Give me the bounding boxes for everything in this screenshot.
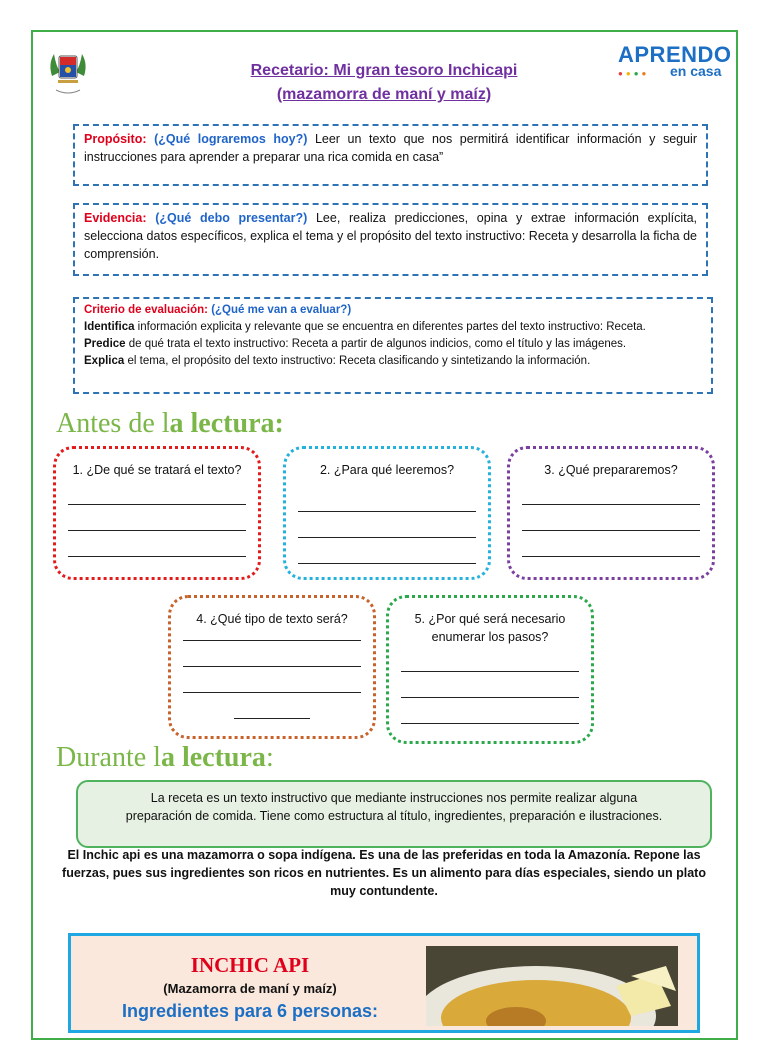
question-box-1 <box>53 446 261 580</box>
recipe-definition-text: La receta es un texto instructivo que mediante instrucciones nos permite realizar alguna preparación de comida. Tiene como estructura al título, ingredientes, preparación e ilustraciones. <box>125 791 663 823</box>
intro-paragraph: El Inchic api es una mazamorra o sopa indígena. Es una de las preferidas en toda la Amazonía. Repone las fuerzas, pues sus ingredientes son ricos en nutrientes. Es un alimento para días especiales, siendo un plato muy contundente. <box>62 848 706 898</box>
purpose-label: Propósito: <box>84 132 147 146</box>
recipe-definition-box <box>76 780 712 848</box>
answer-line[interactable] <box>183 682 361 693</box>
evidence-label: Evidencia: <box>84 211 147 225</box>
recipe-book-title: Recetario: Mi gran tesoro Inchicapi <box>250 62 518 79</box>
question-text: 1. ¿De qué se tratará el texto? <box>72 463 242 477</box>
question-box-3 <box>507 446 715 580</box>
evidence-box <box>73 203 708 276</box>
answer-line[interactable] <box>68 520 246 531</box>
answer-line[interactable] <box>234 708 310 719</box>
criteria-question: (¿Qué me van a evaluar?) <box>211 304 352 316</box>
criteria-label: Criterio de evaluación: <box>84 304 208 316</box>
answer-line[interactable] <box>522 520 700 531</box>
purpose-text: Leer un texto que nos permitirá identificar información y seguir instrucciones para aprender a preparar una rica comida en casa” <box>84 132 697 164</box>
logo-dots-icon: ●●●● <box>618 69 650 78</box>
aprendo-en-casa-logo <box>618 42 732 84</box>
answer-line[interactable] <box>183 656 361 667</box>
soup-bowl-image <box>426 946 678 1026</box>
recipe-subtitle: (Mazamorra de maní y maíz) <box>163 981 337 996</box>
answer-line[interactable] <box>298 501 476 512</box>
soup-photo <box>426 946 678 1026</box>
recipe-book-subtitle: (mazamorra de maní y maíz) <box>276 86 492 103</box>
recipe-title: INCHIC API <box>190 953 310 977</box>
answer-line[interactable] <box>298 527 476 538</box>
evidence-question: (¿Qué debo presentar?) <box>155 211 308 225</box>
logo-sub: en casa <box>670 63 722 79</box>
question-text: 4. ¿Qué tipo de texto será? <box>196 612 348 626</box>
answer-line[interactable] <box>401 661 579 672</box>
answer-line[interactable] <box>68 546 246 557</box>
purpose-question: (¿Qué lograremos hoy?) <box>154 132 308 146</box>
criteria-box <box>73 297 713 394</box>
before-reading-heading: Antes de la lectura: <box>56 408 284 439</box>
during-reading-heading: Durante la lectura: <box>56 742 274 773</box>
question-text: 3. ¿Qué prepararemos? <box>544 463 678 477</box>
question-text: 5. ¿Por qué será necesario enumerar los pasos? <box>414 612 566 644</box>
answer-line[interactable] <box>522 494 700 505</box>
question-text: 2. ¿Para qué leeremos? <box>319 463 455 477</box>
ingredients-heading: Ingredientes para 6 personas: <box>121 1001 379 1021</box>
purpose-box <box>73 124 708 186</box>
question-box-4 <box>168 595 376 739</box>
answer-line[interactable] <box>401 687 579 698</box>
criteria-item: Explica el tema, el propósito del texto instructivo: Receta clasificando y sintetizando la información. <box>84 355 591 367</box>
evidence-text: Lee, realiza predicciones, opina y extrae información explícita, selecciona datos específicos, explica el tema y el propósito del texto instructivo: Receta y desarrolla la ficha de comprensión. <box>84 211 697 261</box>
question-box-5 <box>386 595 594 744</box>
answer-line[interactable] <box>298 553 476 564</box>
answer-line[interactable] <box>183 630 361 641</box>
criteria-item: Predice de qué trata el texto instructivo: Receta a partir de algunos indicios, como el título y las imágenes. <box>84 338 627 350</box>
answer-line[interactable] <box>522 546 700 557</box>
question-box-2 <box>283 446 491 580</box>
logo-word: APRENDO <box>618 42 732 67</box>
answer-line[interactable] <box>401 713 579 724</box>
answer-line[interactable] <box>68 494 246 505</box>
criteria-item: Identifica información explicita y relevante que se encuentra en diferentes partes del texto instructivo: Receta. <box>84 321 646 333</box>
